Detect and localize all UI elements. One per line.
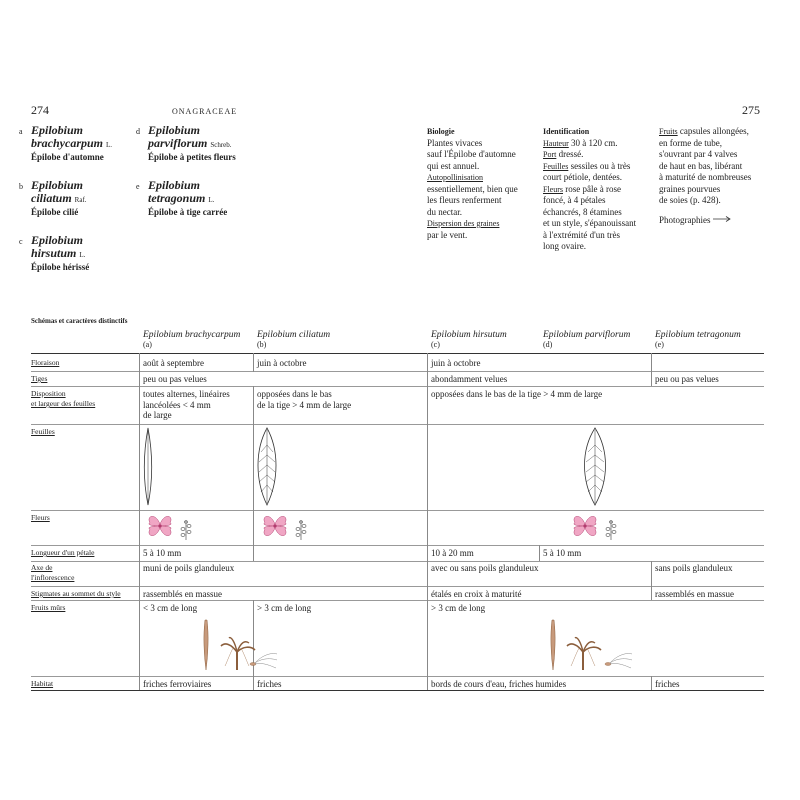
cell-disposition-b: opposées dans le bas de la tige > 4 mm de large [257, 389, 352, 410]
cell-tiges-ab: peu ou pas velues [143, 374, 207, 384]
cell-habitat-e: friches [655, 679, 680, 689]
page-number-right: 275 [742, 103, 760, 117]
running-head: ONAGRACEAE [172, 107, 238, 116]
row-label-fleurs: Fleurs [31, 513, 50, 522]
cell-disposition-a: toutes alternes, linéaires lancéolées < 4 mm de large [143, 389, 230, 420]
col-header-d: Epilobium parviflorum (d) [543, 330, 631, 349]
species-d: d Epilobium parviflorum Schreb. Épilobe à petites fleurs [136, 123, 236, 162]
fruit-open-icon [567, 638, 601, 670]
cell-tiges-cd: abondamment velues [431, 374, 508, 384]
cell-axe-ab: muni de poils glanduleux [143, 563, 235, 573]
cell-disposition-cde: opposées dans le bas de la tige > 4 mm de large [431, 389, 603, 399]
fruit-pod-icon [551, 620, 555, 670]
row-label-tiges: Tiges [31, 374, 48, 383]
cell-habitat-cd: bords de cours d'eau, friches humides [431, 679, 567, 689]
cell-habitat-a: friches ferroviaires [143, 679, 212, 689]
photographs-link[interactable]: Photographies [659, 215, 771, 227]
cell-stigmates-cd: étalés en croix à maturité [431, 589, 522, 599]
species-a: a Epilobium brachycarpum L. Épilobe d'automne [19, 123, 113, 162]
flower-icon [574, 516, 596, 535]
row-label-axe: Axe de l'inflorescence [31, 563, 75, 582]
table-title: Schémas et caractères distinctifs [31, 317, 128, 325]
flower-buds-icon [296, 520, 306, 540]
cell-stigmates-e: rassemblés en massue [655, 589, 734, 599]
cell-petale-de: 5 à 10 mm [543, 548, 582, 558]
cell-fruits-a: < 3 cm de long [143, 603, 198, 613]
seed-icon [605, 653, 632, 668]
cell-fruits-cde: > 3 cm de long [431, 603, 486, 613]
cell-fruits-b: > 3 cm de long [257, 603, 312, 613]
cell-habitat-b: friches [257, 679, 282, 689]
fruit-open-icon [221, 638, 255, 670]
species-c: c Epilobium hirsutum L. Épilobe hérissé [19, 233, 90, 272]
cell-petale-c: 10 à 20 mm [431, 548, 474, 558]
cell-floraison-c: juin à octobre [431, 358, 481, 368]
flower-buds-icon [181, 520, 191, 540]
col-header-c: Epilobium hirsutum (c) [431, 330, 507, 349]
fruits-column: Fruits capsules allongées, en forme de tube, s'ouvrant par 4 valves de haut en bas, libérant à maturité de nombreuses graines pourvues de soies (p. 428). Photographies [659, 126, 771, 226]
col-header-a: Epilobium brachycarpum (a) [143, 330, 241, 349]
row-label-feuilles: Feuilles [31, 427, 55, 436]
row-label-stigmates: Stigmates au sommet du style [31, 589, 121, 598]
cell-petale-ab: 5 à 10 mm [143, 548, 182, 558]
cell-tiges-e: peu ou pas velues [655, 374, 719, 384]
biology-title: Biologie [427, 127, 455, 136]
col-header-e: Epilobium tetragonum (e) [655, 330, 741, 349]
species-b: b Epilobium ciliatum Raf. Épilobe cilié [19, 178, 87, 217]
cell-floraison-b: juin à octobre [257, 358, 307, 368]
fruit-pod-icon [204, 620, 208, 670]
leaf-lanceolate-icon [258, 428, 276, 505]
cell-floraison-a: août à septembre [143, 358, 204, 368]
leaf-broad-icon [585, 428, 606, 505]
seed-icon [250, 653, 277, 668]
row-label-fruits: Fruits mûrs [31, 603, 66, 612]
row-label-floraison: Floraison [31, 358, 60, 367]
cell-axe-e: sans poils glanduleux [655, 563, 733, 573]
row-label-disposition: Disposition et largeur des feuilles [31, 389, 96, 408]
species-e: e Epilobium tetragonum L. Épilobe à tige carrée [136, 178, 228, 217]
flower-icon [149, 516, 171, 535]
page-number-left: 274 [31, 103, 49, 117]
row-label-habitat: Habitat [31, 679, 54, 688]
biology-column: Biologie Plantes vivaces sauf l'Épilobe d'automne qui est annuel. Autopollinisation essentiellement, bien que les fleurs renferment du nectar. Dispersion des graines par le vent. [427, 126, 539, 241]
col-header-b: Epilobium ciliatum (b) [257, 330, 331, 349]
identification-column: Identification Hauteur 30 à 120 cm. Port dressé. Feuilles sessiles ou à très court pétiole, dentées. Fleurs rose pâle à rose foncé, à 4 pétales échancrés, 8 étamines et un style, s'épanouissant à l'extrémité d'un très long ovaire. [543, 127, 637, 251]
row-label-petale: Longueur d'un pétale [31, 548, 95, 557]
flower-icon [264, 516, 286, 535]
cell-stigmates-ab: rassemblés en massue [143, 589, 222, 599]
flower-buds-icon [606, 520, 616, 540]
cell-axe-cd: avec ou sans poils glanduleux [431, 563, 539, 573]
